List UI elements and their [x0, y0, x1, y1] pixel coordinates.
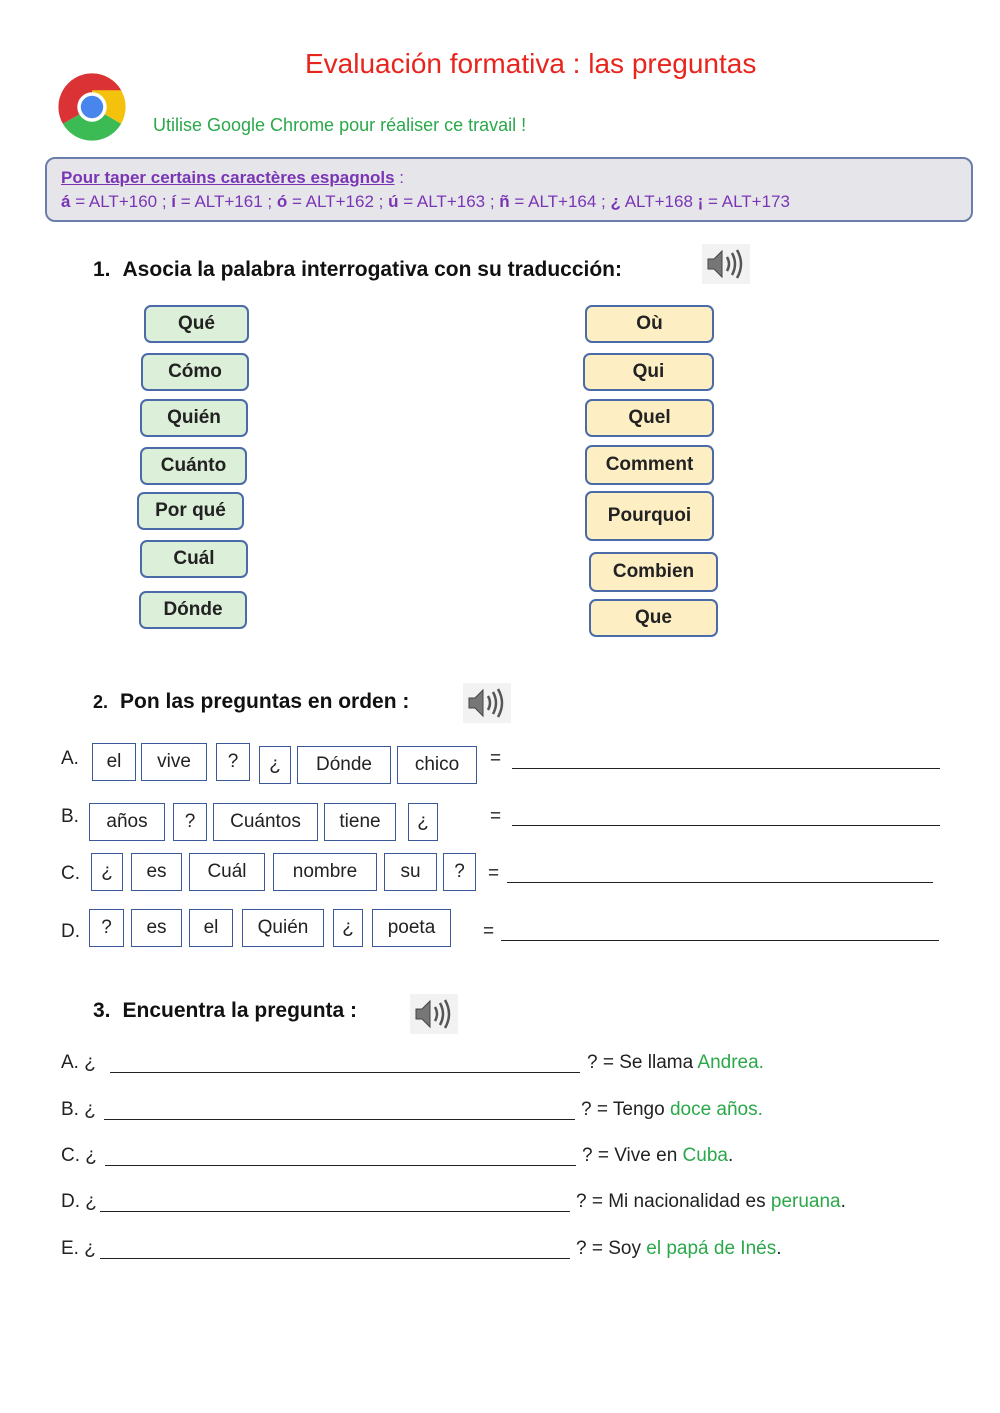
answer-sentence: ? = Tengo doce años. — [581, 1099, 763, 1120]
word-tile[interactable]: ¿ — [408, 803, 438, 841]
french-word-box[interactable]: Comment — [585, 445, 714, 485]
answer-sentence: ? = Soy el papá de Inés. — [576, 1238, 782, 1259]
word-tile[interactable]: tiene — [324, 803, 396, 841]
spanish-word-box[interactable]: Qué — [144, 305, 249, 343]
word-tile[interactable]: Cuál — [189, 853, 265, 891]
spanish-word-box[interactable]: Cuánto — [140, 447, 247, 485]
answer-line[interactable] — [110, 1072, 580, 1073]
answer-sentence: ? = Vive en Cuba. — [582, 1145, 734, 1166]
equals-sign: = — [490, 806, 502, 827]
word-tile[interactable]: ¿ — [333, 909, 363, 947]
audio-speaker-icon[interactable] — [408, 992, 460, 1036]
row-label: B. — [61, 806, 79, 827]
audio-speaker-icon[interactable] — [700, 242, 752, 286]
chrome-instruction: Utilise Google Chrome pour réaliser ce travail ! — [153, 115, 527, 135]
section-1-heading: 1. Asocia la palabra interrogativa con su traducción: — [93, 258, 622, 281]
word-tile[interactable]: es — [131, 909, 182, 947]
word-tile[interactable]: ¿ — [259, 746, 291, 784]
word-tile[interactable]: nombre — [273, 853, 377, 891]
answer-line[interactable] — [100, 1211, 570, 1212]
word-tile[interactable]: años — [89, 803, 165, 841]
info-heading: Pour taper certains caractères espagnols : — [61, 168, 404, 187]
equals-sign: = — [483, 921, 495, 942]
answer-line[interactable] — [100, 1258, 570, 1259]
french-word-box[interactable]: Quel — [585, 399, 714, 437]
french-word-box[interactable]: Que — [589, 599, 718, 637]
word-tile[interactable]: vive — [141, 743, 207, 781]
word-tile[interactable]: el — [189, 909, 233, 947]
answer-line[interactable] — [512, 768, 940, 769]
word-tile[interactable]: ? — [173, 803, 207, 841]
question-prefix: D. ¿ — [61, 1191, 97, 1212]
equals-sign: = — [488, 863, 500, 884]
word-tile[interactable]: Quién — [242, 909, 324, 947]
answer-sentence: ? = Se llama Andrea. — [587, 1052, 764, 1073]
spanish-word-box[interactable]: Por qué — [137, 492, 244, 530]
spanish-word-box[interactable]: Cómo — [141, 353, 249, 391]
row-label: A. — [61, 748, 79, 769]
section-3-heading: 3. Encuentra la pregunta : — [93, 999, 358, 1022]
section-2-heading: 2. Pon las preguntas en orden : — [93, 690, 410, 713]
row-label: C. — [61, 863, 80, 884]
word-tile[interactable]: su — [384, 853, 437, 891]
word-tile[interactable]: poeta — [372, 909, 451, 947]
info-box — [45, 157, 973, 222]
equals-sign: = — [490, 748, 502, 769]
french-word-box[interactable]: Où — [585, 305, 714, 343]
word-tile[interactable]: es — [131, 853, 182, 891]
answer-line[interactable] — [507, 882, 933, 883]
word-tile[interactable]: ? — [216, 743, 250, 781]
answer-line[interactable] — [512, 825, 940, 826]
row-label: D. — [61, 921, 80, 942]
french-word-box[interactable]: Combien — [589, 552, 718, 592]
question-prefix: E. ¿ — [61, 1238, 96, 1259]
spanish-word-box[interactable]: Dónde — [139, 591, 247, 629]
french-word-box[interactable]: Qui — [583, 353, 714, 391]
question-prefix: C. ¿ — [61, 1145, 97, 1166]
word-tile[interactable]: chico — [397, 746, 477, 784]
word-tile[interactable]: ? — [443, 853, 476, 891]
answer-line[interactable] — [501, 940, 939, 941]
info-codes: á = ALT+160 ; í = ALT+161 ; ó = ALT+162 ; ú = ALT+163 ; ñ = ALT+164 ; ¿ ALT+168 ¡ = ALT+173 — [61, 192, 790, 211]
chrome-logo-icon — [57, 72, 127, 142]
french-word-box[interactable]: Pourquoi — [585, 491, 714, 541]
answer-line[interactable] — [105, 1165, 576, 1166]
spanish-word-box[interactable]: Cuál — [140, 540, 248, 578]
word-tile[interactable]: ¿ — [91, 853, 123, 891]
word-tile[interactable]: Dónde — [297, 746, 391, 784]
question-prefix: B. ¿ — [61, 1099, 96, 1120]
answer-line[interactable] — [104, 1119, 575, 1120]
spanish-word-box[interactable]: Quién — [140, 399, 248, 437]
word-tile[interactable]: ? — [89, 909, 124, 947]
question-prefix: A. ¿ — [61, 1052, 96, 1073]
page-title: Evaluación formativa : las preguntas — [305, 48, 757, 79]
word-tile[interactable]: el — [92, 743, 136, 781]
answer-sentence: ? = Mi nacionalidad es peruana. — [576, 1191, 846, 1212]
word-tile[interactable]: Cuántos — [213, 803, 318, 841]
audio-speaker-icon[interactable] — [461, 681, 513, 725]
